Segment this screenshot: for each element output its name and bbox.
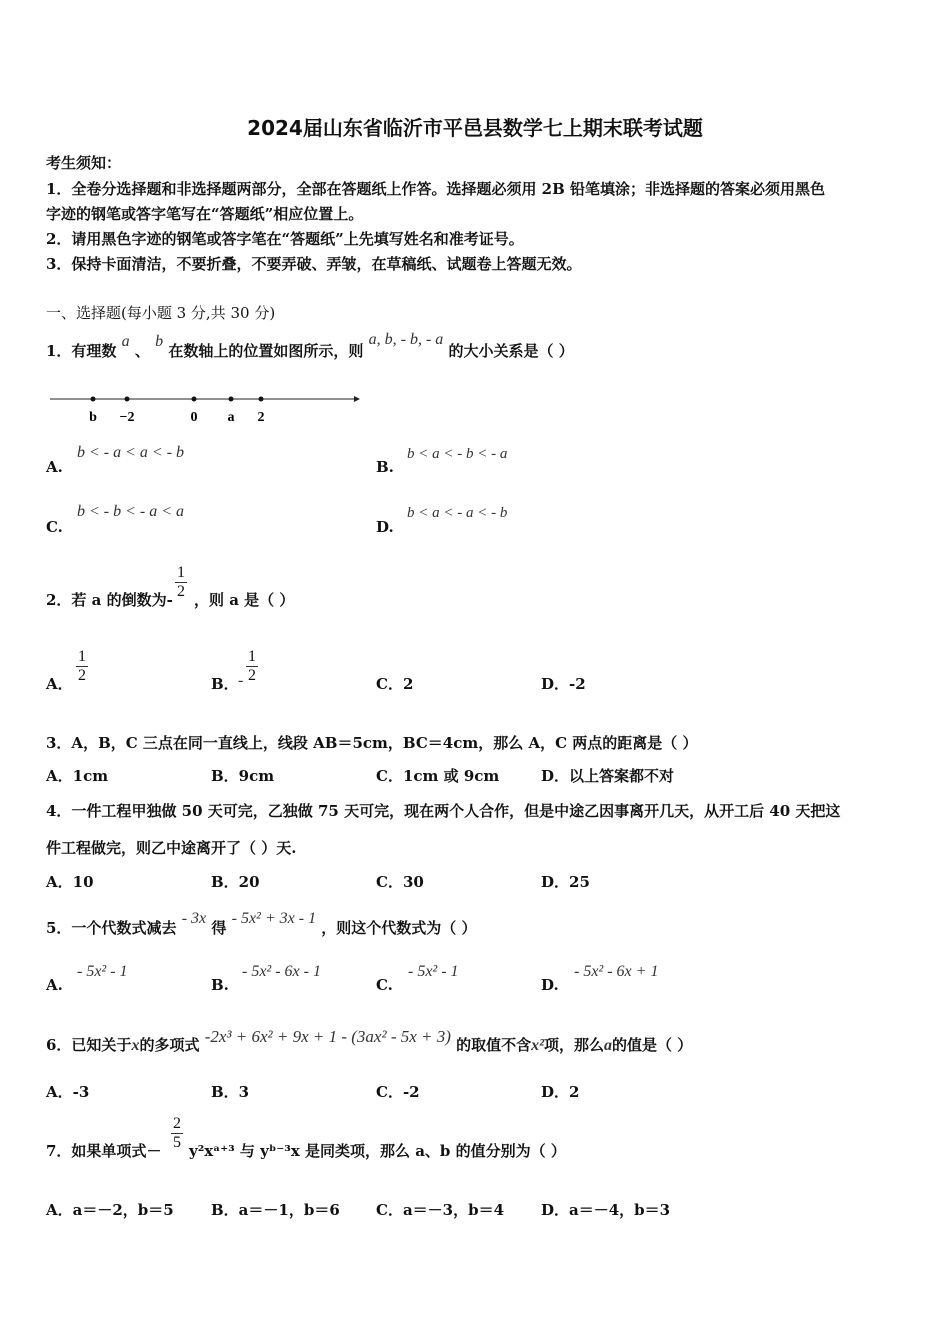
q6-option-a[interactable]: A．-3 xyxy=(46,1083,90,1101)
q2-option-b[interactable] xyxy=(246,648,258,685)
q3-option-c[interactable]: C．1cm 或 9cm xyxy=(376,767,500,785)
q5-option-d[interactable]: - 5x² - 6x + 1 xyxy=(574,963,659,980)
q5-expr-2: - 5x² + 3x - 1 xyxy=(231,910,317,927)
axis-label-a: a xyxy=(227,410,235,425)
q2-option-a[interactable] xyxy=(76,648,88,685)
q6-text-2: 的多项式 xyxy=(139,1036,200,1054)
q3-stem: 3．A，B，C 三点在同一直线上，线段 AB＝5cm，BC＝4cm，那么 A，C 两点的距离是（ ） xyxy=(46,734,698,752)
q2-option-a-letter: A． xyxy=(46,675,73,693)
q7-fraction-den: 5 xyxy=(173,1134,181,1151)
q4-stem-line-1: 4．一件工程甲独做 50 天可完，乙独做 75 天可完，现在两个人合作，但是中途乙因事离开几天，从开工后 40 天把这 xyxy=(46,802,841,820)
q7-stem: 7．如果单项式－ xyxy=(46,1142,162,1160)
q1-option-d-letter: D. xyxy=(376,518,394,536)
q1-option-b-letter: B. xyxy=(376,458,394,476)
q2-option-b-den: 2 xyxy=(248,667,256,684)
q1-option-a[interactable]: b < - a < a < - b xyxy=(77,444,185,461)
q6-var-a: a xyxy=(603,1037,612,1054)
notice-item-1-line-1: 1．全卷分选择题和非选择题两部分，全部在答题纸上作答。选择题必须用 2B 铅笔填涂；非选择题的答案必须用黑色 xyxy=(46,180,826,198)
q3-option-d[interactable]: D．以上答案都不对 xyxy=(541,767,675,785)
q7-option-c[interactable]: C．a＝－3，b＝4 xyxy=(376,1201,505,1219)
q2-option-c[interactable] xyxy=(376,673,413,694)
q2-option-a-den: 2 xyxy=(78,667,86,684)
q6-option-d[interactable]: D．2 xyxy=(541,1083,580,1101)
q2-fraction-num: 1 xyxy=(177,564,185,581)
q7-option-b[interactable]: B．a＝－1，b＝6 xyxy=(211,1201,340,1219)
q6-option-b[interactable]: B．3 xyxy=(211,1083,250,1101)
q5-text-3: ，则这个代数式为（ ） xyxy=(321,919,477,937)
q4-stem-line-2: 件工程做完，则乙中途离开了（ ）天. xyxy=(46,839,297,857)
q4-option-c[interactable]: C．30 xyxy=(376,873,424,891)
q6-x-squared: x² xyxy=(531,1037,544,1054)
q6-text-5: 的值是（ ） xyxy=(611,1036,693,1054)
q7-option-a[interactable]: A．a＝－2，b＝5 xyxy=(46,1201,174,1219)
point-neg2 xyxy=(125,397,130,402)
axis-label-2: 2 xyxy=(257,410,265,425)
q1-var-b: b xyxy=(155,333,164,350)
q5-text-2: 得 xyxy=(211,919,227,937)
q2-stem: 2．若 a 的倒数为- xyxy=(46,591,173,609)
q5-option-a-letter: A. xyxy=(46,976,63,994)
notice-heading: 考生须知： xyxy=(46,154,122,172)
q2-fraction-den: 2 xyxy=(177,583,185,600)
point-2 xyxy=(259,397,264,402)
q7-fraction-num: 2 xyxy=(173,1115,181,1132)
q2-option-c-value: 2 xyxy=(402,675,414,693)
notice-item-1-line-2: 字迹的钢笔或答字笔写在“答题纸”相应位置上。 xyxy=(46,205,364,223)
q3-option-b[interactable]: B．9cm xyxy=(211,767,275,785)
q1-option-b[interactable]: b < a < - b < - a xyxy=(407,446,508,462)
q6-text-3: 的取值不含 xyxy=(456,1036,532,1054)
section-heading: 一、选择题(每小题 3 分,共 30 分) xyxy=(46,304,276,322)
q5-option-b-letter: B. xyxy=(211,976,229,994)
q6-text-1: 6．已知关于 xyxy=(46,1036,132,1054)
q4-option-b[interactable]: B．20 xyxy=(211,873,260,891)
number-line xyxy=(46,388,366,428)
q1-expr: a, b, - b, - a xyxy=(368,331,444,348)
q2-option-b-sign: - xyxy=(238,672,244,689)
point-b xyxy=(91,397,96,402)
q2-option-d-letter: D． xyxy=(541,675,570,693)
q2-option-c-letter: C． xyxy=(376,675,403,693)
q2-option-b-letter: B． xyxy=(211,675,239,693)
q7-option-d[interactable]: D．a＝－4，b＝3 xyxy=(541,1201,671,1219)
q2-fraction xyxy=(175,564,187,601)
q5-expr-1: - 3x xyxy=(181,910,207,927)
notice-item-3: 3．保持卡面清洁，不要折叠，不要弄破、弄皱，在草稿纸、试题卷上答题无效。 xyxy=(46,255,582,273)
q6-stem xyxy=(46,1027,693,1055)
q2-stem-end: ，则 a 是（ ） xyxy=(194,591,295,609)
q6-text-4: 项，那么 xyxy=(543,1036,604,1054)
q5-text-1: 5．一个代数式减去 xyxy=(46,919,177,937)
q1-option-c[interactable]: b < - b < - a < a xyxy=(77,503,185,520)
q2-option-a-num: 1 xyxy=(78,648,86,665)
q5-stem xyxy=(46,910,477,938)
q1-var-a: a xyxy=(121,333,130,350)
q5-option-c[interactable]: - 5x² - 1 xyxy=(408,963,459,980)
q2-option-d-value: -2 xyxy=(569,675,586,693)
point-0 xyxy=(192,397,197,402)
q1-option-d[interactable]: b < a < - a < - b xyxy=(407,505,508,521)
page-title: 2024届山东省临沂市平邑县数学七上期末联考试题 xyxy=(247,116,703,140)
axis-label-0: 0 xyxy=(190,410,198,425)
q4-option-a[interactable]: A．10 xyxy=(46,873,94,891)
q6-option-c[interactable]: C．-2 xyxy=(376,1083,420,1101)
q1-sep: 、 xyxy=(134,342,150,360)
q6-var-x: x xyxy=(131,1037,140,1054)
q1-option-a-letter: A. xyxy=(46,458,63,476)
axis-label-b: b xyxy=(89,410,97,425)
q1-text-1: 1．有理数 xyxy=(46,342,117,360)
q5-option-c-letter: C. xyxy=(376,976,393,994)
axis-label-neg2: −2 xyxy=(119,410,135,425)
q3-option-a[interactable]: A．1cm xyxy=(46,767,109,785)
point-a xyxy=(229,397,234,402)
q1-text-2: 在数轴上的位置如图所示，则 xyxy=(168,342,364,360)
q7-fraction xyxy=(171,1115,183,1152)
q2-option-d[interactable] xyxy=(541,673,586,694)
q1-text-3: 的大小关系是（ ） xyxy=(448,342,574,360)
q7-stem-end: y²xᵃ⁺³ 与 yᵇ⁻³x 是同类项，那么 a、b 的值分别为（ ） xyxy=(189,1142,566,1160)
q4-option-d[interactable]: D．25 xyxy=(541,873,590,891)
notice-item-2: 2．请用黑色字迹的钢笔或答字笔在“答题纸”上先填写姓名和准考证号。 xyxy=(46,230,524,248)
q5-option-d-letter: D. xyxy=(541,976,559,994)
q5-option-a[interactable]: - 5x² - 1 xyxy=(77,963,128,980)
number-line-arrow xyxy=(354,396,360,402)
q1-stem xyxy=(46,331,574,361)
q6-polynomial: -2x³ + 6x² + 9x + 1 - (3ax² - 5x + 3) xyxy=(204,1027,451,1046)
q2-option-b-num: 1 xyxy=(248,648,256,665)
q5-option-b[interactable]: - 5x² - 6x - 1 xyxy=(242,963,321,980)
q1-option-c-letter: C. xyxy=(46,518,63,536)
